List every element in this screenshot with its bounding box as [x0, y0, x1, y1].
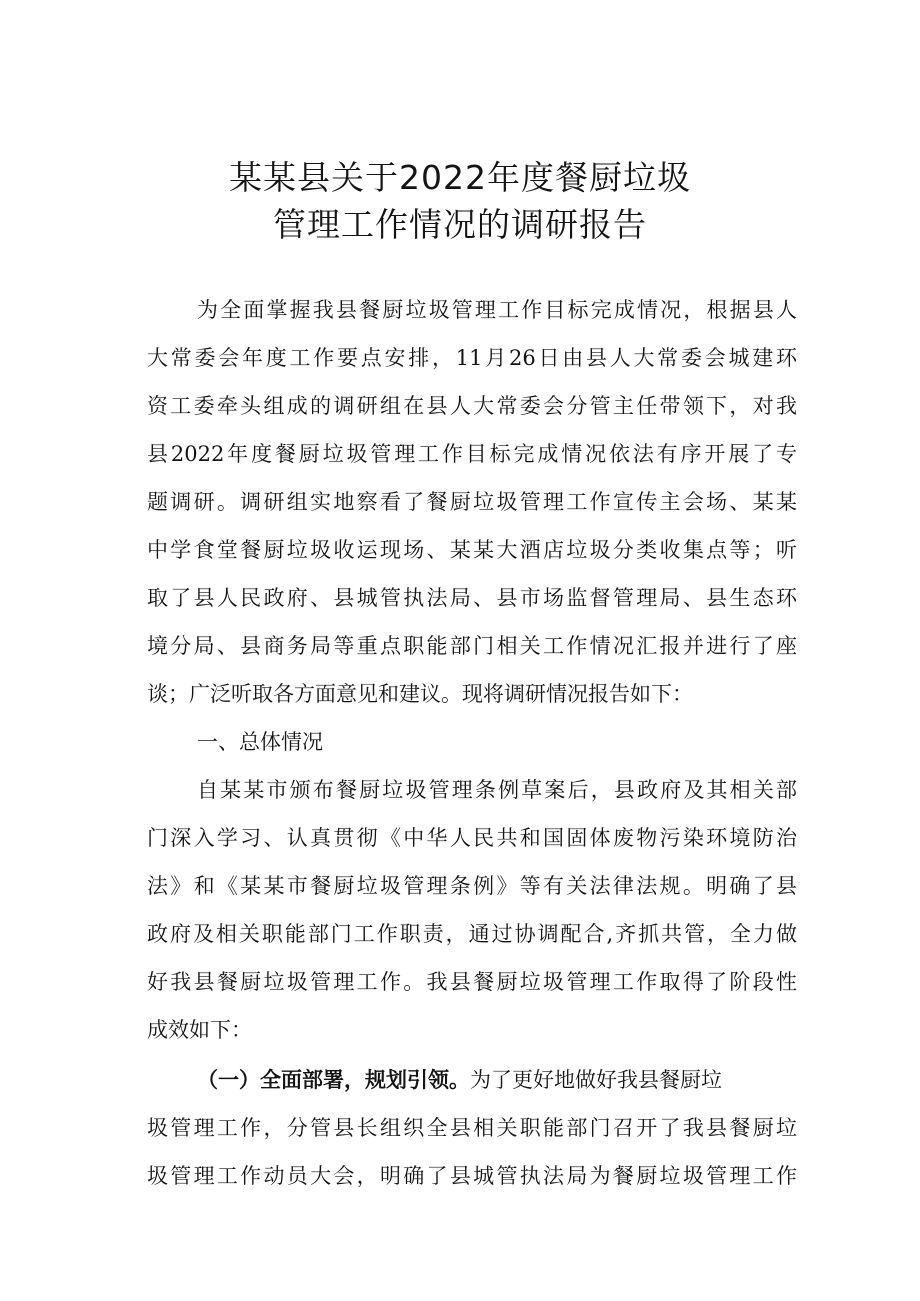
section1-line: 成效如下： — [147, 1018, 252, 1042]
subsection1-line: 圾管理工作动员大会，明确了县城管执法局为餐厨垃圾管理工作 — [147, 1164, 797, 1188]
section-heading-overall: 一、总体情况 — [197, 730, 323, 754]
intro-line: 为全面掌握我县餐厨垃圾管理工作目标完成情况，根据县人 — [197, 298, 797, 322]
intro-line: 谈；广泛听取各方面意见和建议。现将调研情况报告如下： — [147, 682, 693, 706]
intro-line: 题调研。调研组实地察看了餐厨垃圾管理工作宣传主会场、某某 — [147, 490, 797, 514]
section1-line: 政府及相关职能部门工作职责，通过协调配合,齐抓共管，全力做 — [147, 922, 797, 946]
intro-line: 大常委会年度工作要点安排，11月26日由县人大常委会城建环 — [147, 346, 797, 370]
subsection-heading-deployment: （一）全面部署，规划引领。 — [197, 1067, 470, 1092]
intro-line: 资工委牵头组成的调研组在县人大常委会分管主任带领下，对我 — [147, 394, 797, 418]
document-title-line-2: 管理工作情况的调研报告 — [273, 205, 647, 244]
intro-line: 县2022年度餐厨垃圾管理工作目标完成情况依法有序开展了专 — [147, 442, 797, 466]
intro-line: 中学食堂餐厨垃圾收运现场、某某大酒店垃圾分类收集点等；听 — [147, 538, 797, 562]
intro-line: 境分局、县商务局等重点职能部门相关工作情况汇报并进行了座 — [147, 634, 797, 658]
intro-line: 取了县人民政府、县城管执法局、县市场监督管理局、县生态环 — [147, 586, 797, 610]
section1-line: 自某某市颁布餐厨垃圾管理条例草案后，县政府及其相关部 — [197, 778, 797, 802]
document-title-line-1: 某某县关于2022年度餐厨垃圾 — [229, 158, 691, 197]
section1-line: 好我县餐厨垃圾管理工作。我县餐厨垃圾管理工作取得了阶段性 — [147, 970, 797, 994]
subsection1-first-line — [197, 1056, 797, 1104]
section1-line: 门深入学习、认真贯彻《中华人民共和国固体废物污染环境防治 — [147, 826, 797, 850]
section1-line: 法》和《某某市餐厨垃圾管理条例》等有关法律法规。明确了县 — [147, 874, 797, 898]
subsection1-first-line-rest: 为了更好地做好我县餐厨垃 — [470, 1068, 722, 1092]
subsection1-line: 圾管理工作，分管县长组织全县相关职能部门召开了我县餐厨垃 — [147, 1116, 797, 1140]
